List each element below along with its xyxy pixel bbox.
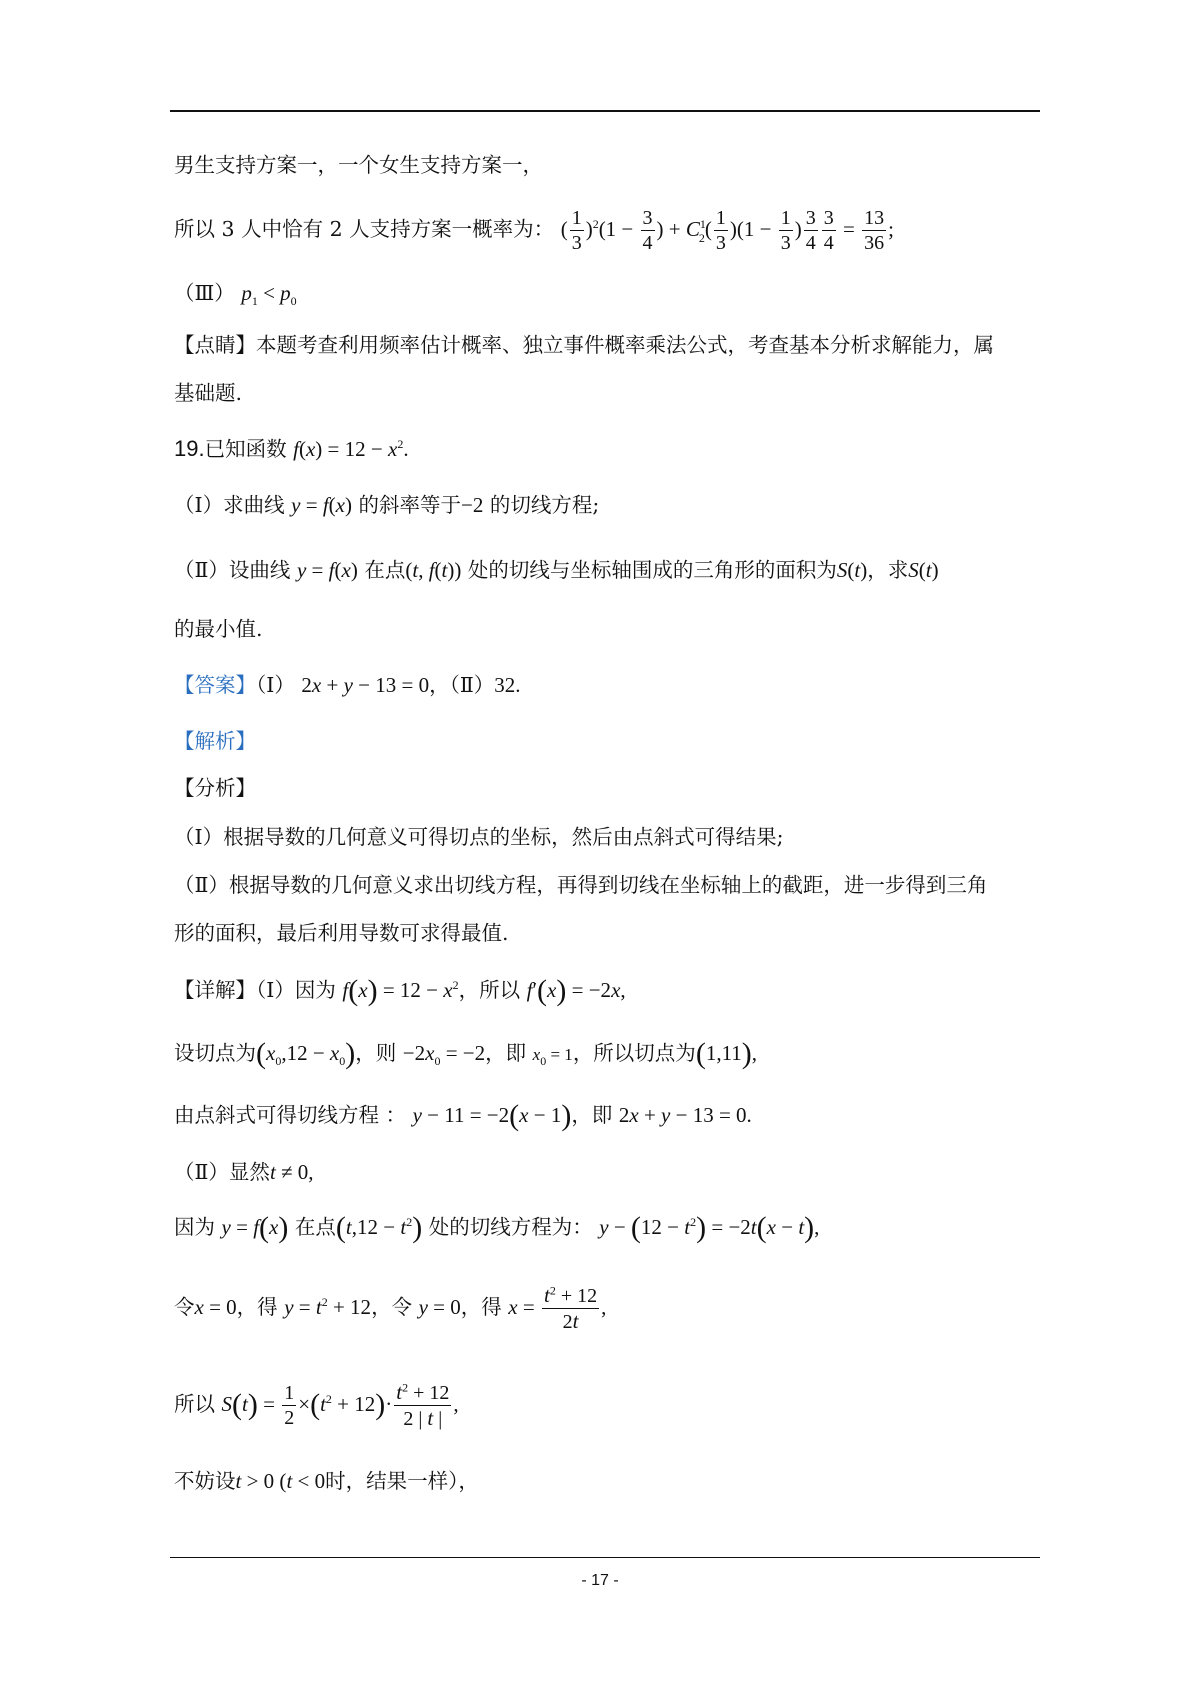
part3-line: （Ⅲ） $p_1 < p_0$ xyxy=(174,281,297,309)
header-rule xyxy=(170,110,1040,112)
analysis-tag: 【解析】 xyxy=(174,729,256,753)
probability-line: 所以 3 人中恰有 2 人支持方案一概率为： ( $\frac{1}{3}$ )$^2$(1 − $\frac{3}{4}$ ) + $C^1_2$( $\frac{1}{3}$ )(1 − $\frac{1}{3}$ ) $\frac{3}{4}$ $\frac{3}{4}$ = $\frac{13}{36}$ ; xyxy=(174,207,894,254)
answer-tag: 【答案】 xyxy=(174,673,256,697)
dianjing-line: 【点睛】本题考查利用频率估计概率、独立事件概率乘法公式，考查基本分析求解能力，属 xyxy=(174,333,994,357)
question-part1: （Ⅰ）求曲线 y = f(x) 的斜率等于−2 的切线方程; xyxy=(174,493,600,517)
answer-line: 【答案】（Ⅰ） 2x + y − 13 = 0，（Ⅱ）32. xyxy=(174,673,521,697)
dianjing-line-2: 基础题. xyxy=(174,381,243,405)
fenxi-line-2: （Ⅱ）根据导数的几何意义求出切线方程，再得到切线在坐标轴上的截距，进一步得到三角 xyxy=(174,873,988,897)
detail-line-6: 令x = 0，得 $y = t^2 + 12$，令 y = 0，得 x = $\frac{t^2 + 12}{2t}$ , xyxy=(174,1283,607,1333)
fenxi-tag: 【分析】 xyxy=(174,776,256,800)
detail-line-8: 不妨设t > 0 (t < 0时，结果一样）， xyxy=(174,1469,479,1493)
detail-line-5: 因为 y = f(x) 在点$(t,12 - t^2)$ 处的切线方程为： $y - (12 - t^2) = -2t(x - t)$, xyxy=(174,1211,820,1244)
fenxi-line-3: 形的面积，最后利用导数可求得最值. xyxy=(174,921,509,945)
detail-line-2: 设切点为$(x_0,12 - x_0)$，则 $-2x_0 = -2$，即 $x_0 = 1$，所以切点为(1,11), xyxy=(174,1037,758,1070)
text-line: 男生支持方案一，一个女生支持方案一， xyxy=(174,153,543,177)
detail-line-7: 所以 S(t) = $\frac{1}{2}$ $\times(t^2 + 12)\cdot$ $\frac{t^2 + 12}{2 | t |}$ , xyxy=(174,1380,459,1430)
detail-line-3: 由点斜式可得切线方程 ： y − 11 = −2(x − 1)，即 2x + y − 13 = 0. xyxy=(174,1099,752,1132)
question-part2: （Ⅱ）设曲线 y = f(x) 在点(t, f(t)) 处的切线与坐标轴围成的三角形的面积为S(t)，求S(t) xyxy=(174,558,939,582)
detail-line-4: （Ⅱ）显然t ≠ 0, xyxy=(174,1160,314,1184)
question-19: 19.已知函数 $f(x) = 12 - x^2$. xyxy=(174,436,409,461)
footer-rule xyxy=(170,1557,1040,1558)
page-number: - 17 - xyxy=(581,1572,619,1589)
fenxi-line-1: （Ⅰ）根据导数的几何意义可得切点的坐标，然后由点斜式可得结果; xyxy=(174,825,784,849)
detail-line-1: 【详解】（Ⅰ）因为 $f(x) = 12 - x^2$，所以 f′(x) = −2x, xyxy=(174,974,626,1007)
question-part2-cont: 的最小值. xyxy=(174,617,263,641)
